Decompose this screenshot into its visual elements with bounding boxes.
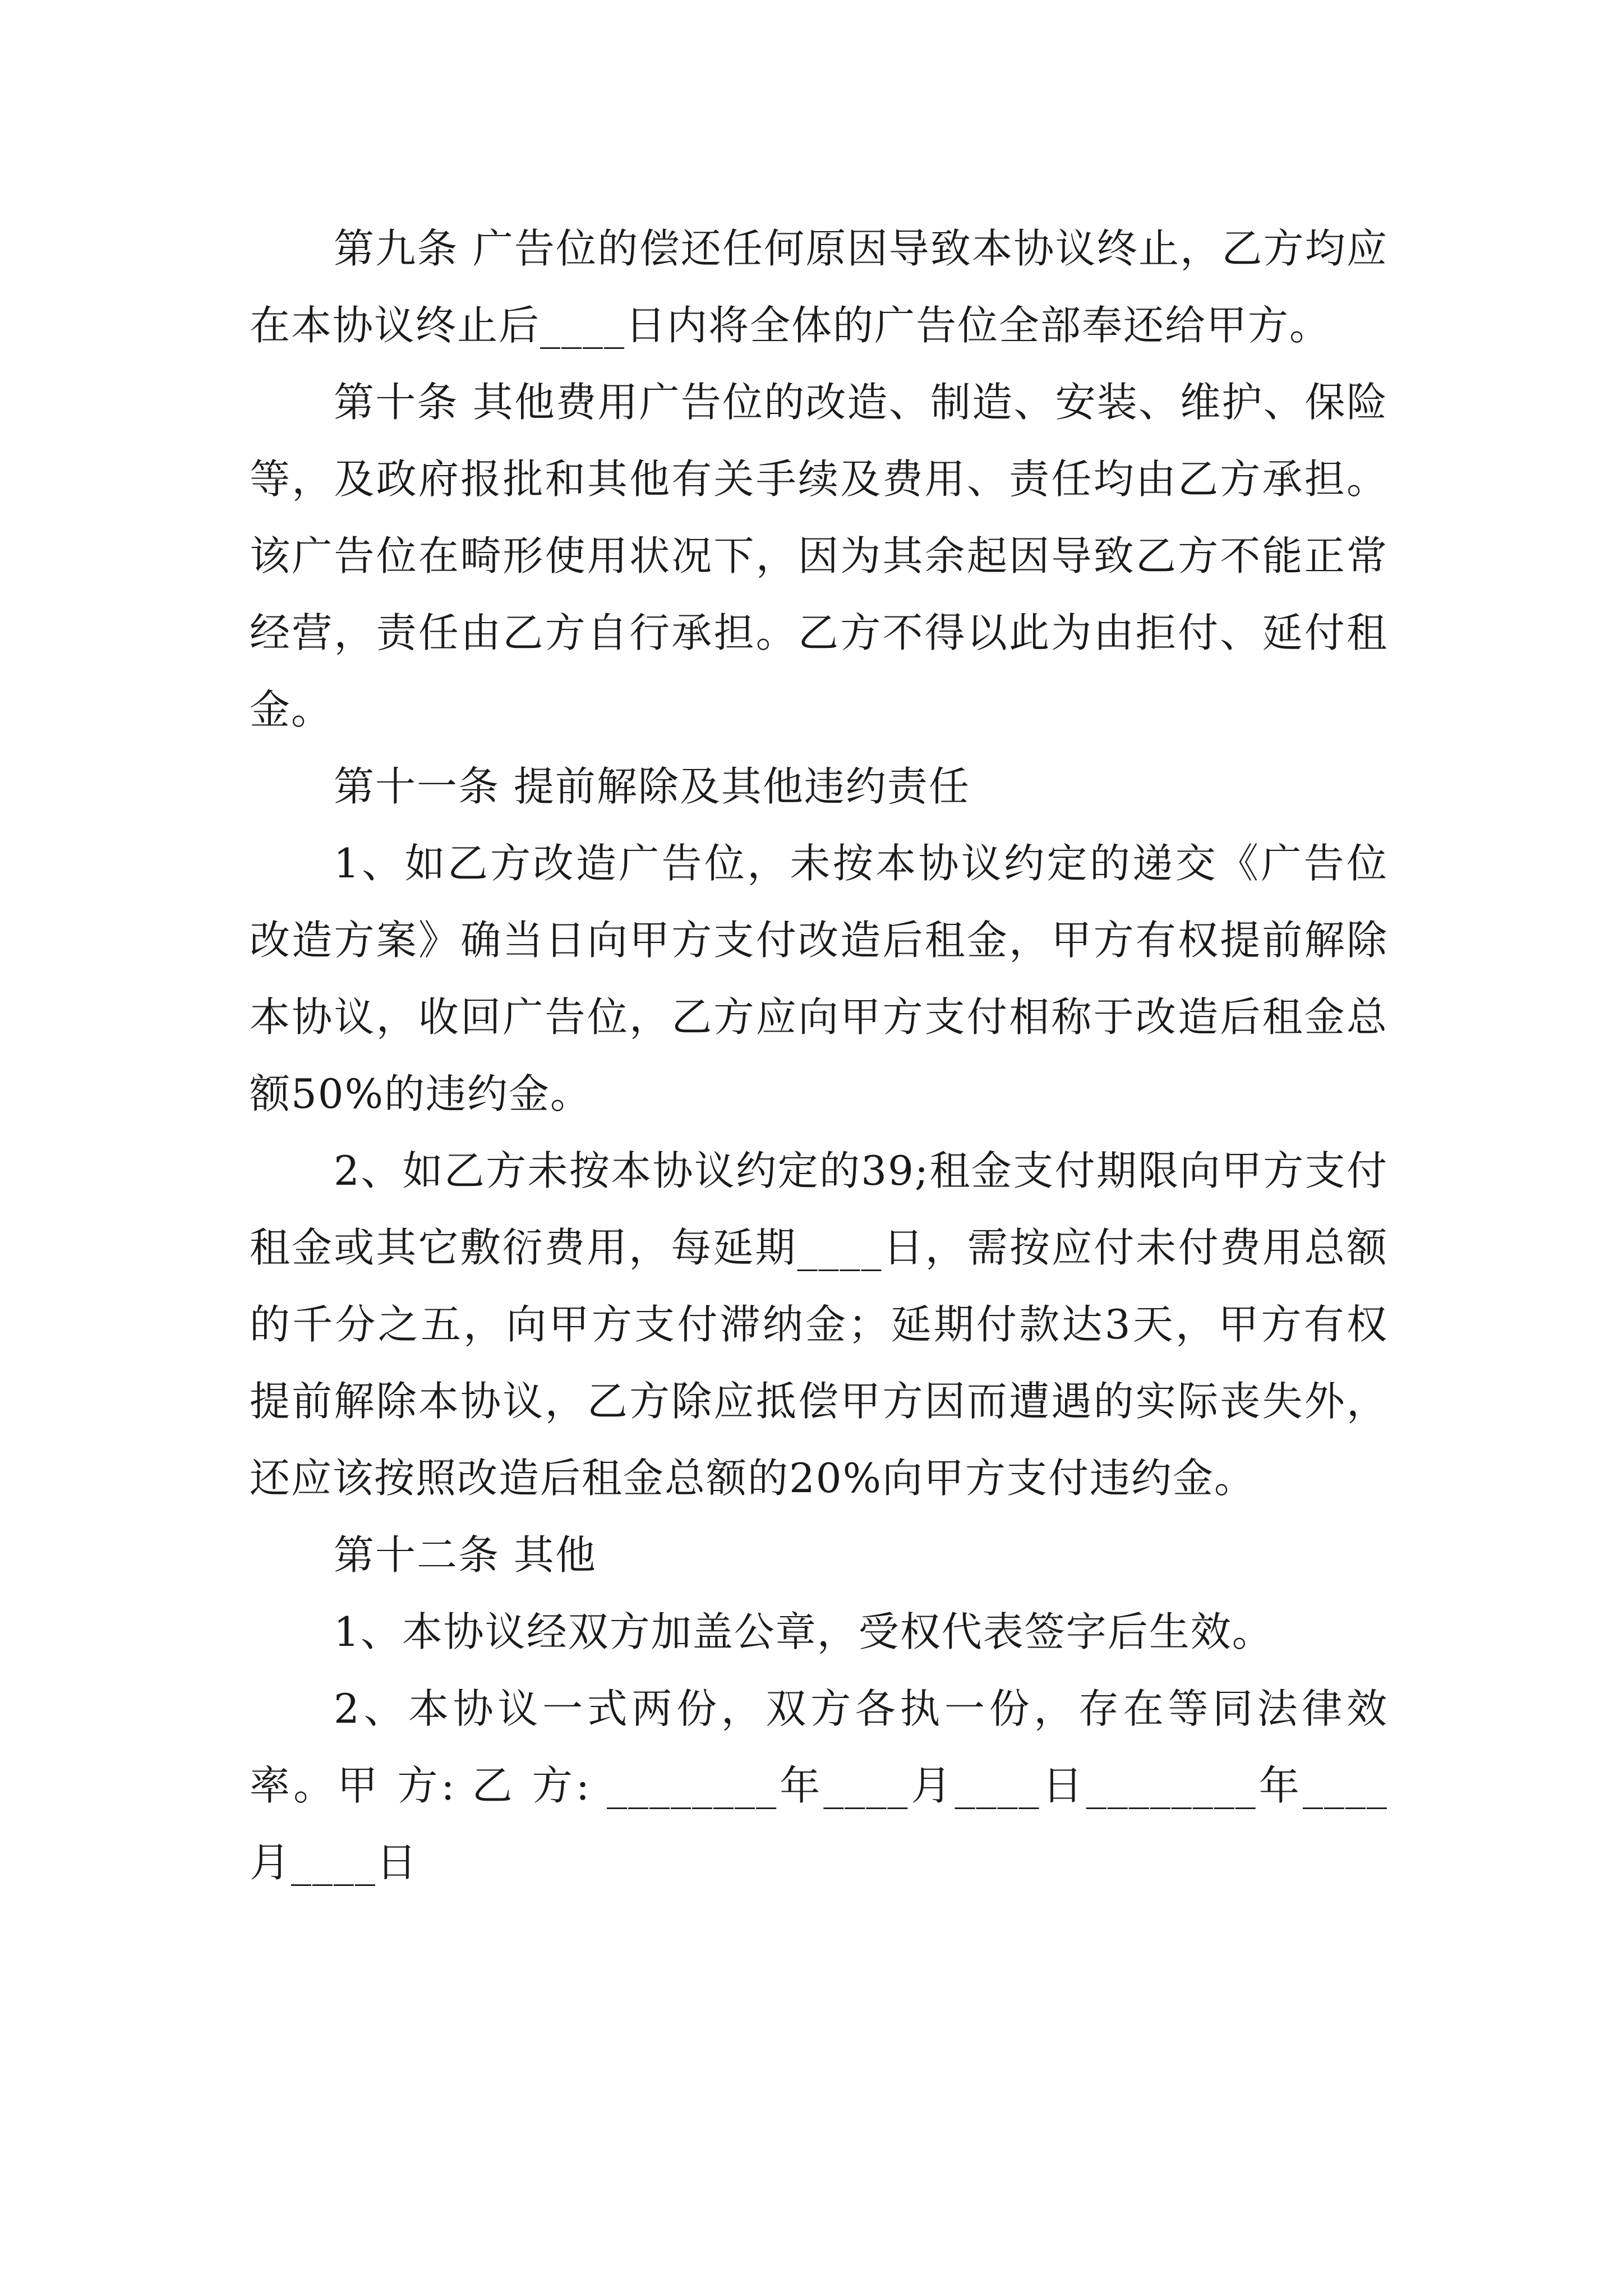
article-11-clause-2: 2、如乙方未按本协议约定的39;租金支付期限向甲方支付租金或其它敷衍费用，每延期____日，需按应付未付费用总额的千分之五，向甲方支付滞纳金；延期付款达3天，甲方有权提前解除本协议，乙方除应抵偿甲方因而遭遇的实际丧失外，还应该按照改造后租金总额的20%向甲方支付违约金。 bbox=[250, 1147, 1388, 1502]
article-11-clause-1: 1、如乙方改造广告位，未按本协议约定的递交《广告位改造方案》确当日向甲方支付改造后租金，甲方有权提前解除本协议，收回广告位，乙方应向甲方支付相称于改造后租金总额50%的违约金。 bbox=[250, 840, 1388, 1117]
document-body bbox=[250, 210, 1388, 1901]
article-12-heading: 第十二条 其他 bbox=[334, 1531, 597, 1579]
article-10-paragraph: 第十条 其他费用广告位的改造、制造、安装、维护、保险等，及政府报批和其他有关手续及费用、责任均由乙方承担。该广告位在畸形使用状况下，因为其余起因导致乙方不能正常经营，责任由乙方自行承担。乙方不得以此为由拒付、延付租金。 bbox=[250, 379, 1388, 733]
article-11-heading: 第十一条 提前解除及其他违约责任 bbox=[334, 763, 970, 810]
article-12-clause-1: 1、本协议经双方加盖公章，受权代表签字后生效。 bbox=[334, 1608, 1274, 1655]
article-9-paragraph: 第九条 广告位的偿还任何原因导致本协议终止，乙方均应在本协议终止后____日内将全体的广告位全部奉还给甲方。 bbox=[250, 225, 1388, 349]
article-12-clause-2-signature: 2、本协议一式两份，双方各执一份，存在等同法律效率。甲 方: 乙 方: ________年____月____日________年____月____日 bbox=[250, 1685, 1388, 1886]
